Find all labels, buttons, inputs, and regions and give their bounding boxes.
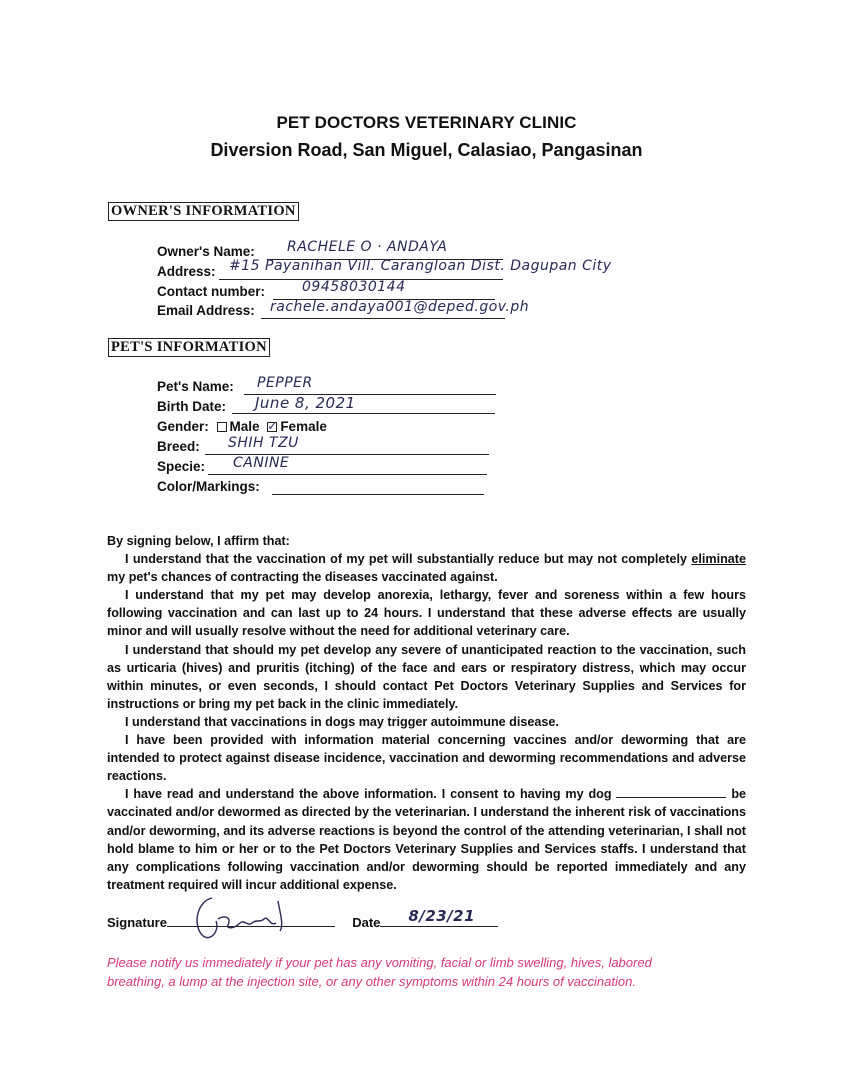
email-line [261,318,505,319]
breed-field [157,438,200,456]
notice-text: Please notify us immediately if your pet has any vomiting, facial or limb swelling, hives, labored breathing, a lump at the injection site, or any other symptoms within 24 hours of vaccination. [107,955,652,989]
contact-label: Contact number: [157,284,265,299]
pet-name-field [157,378,234,396]
affirmation-paragraph-1: I understand that the vaccination of my pet will substantially reduce but may not completely eliminate my pet's chances of contracting the diseases vaccinated against. [107,552,746,585]
specie-label: Specie: [157,459,206,474]
clinic-address: Diversion Road, San Miguel, Calasiao, Pangasinan [210,140,643,160]
pet-name-value: PEPPER [257,375,313,391]
owner-section-title: OWNER'S INFORMATION [108,202,299,221]
breed-label: Breed: [157,439,200,454]
pet-section-title: PET'S INFORMATION [108,338,270,357]
breed-value: SHIH TZU [228,435,299,451]
address-label: Address: [157,264,216,279]
female-label: Female [280,419,327,434]
affirmation-paragraph-4: I understand that vaccinations in dogs may trigger autoimmune disease. [125,714,559,729]
owner-name-label: Owner's Name: [157,244,255,259]
birth-date-label: Birth Date: [157,399,227,414]
date-value: 8/23/21 [408,907,476,925]
check-mark-icon: ✓ [267,419,278,433]
owner-name-value: RACHELE O · ANDAYA [287,239,448,255]
date-label: Date [352,915,381,930]
birth-date-field [157,398,226,416]
address-field [157,263,216,281]
signature-label: Signature [107,915,167,930]
affirmation-paragraph-6: I have read and understand the above information. I consent to having my dog be vaccinated and/or dewormed as directed by the veterinarian. I understand the inherent risk of vaccinations and/or deworming, and its adverse reactions is beyond the control of the attending veterinarian, I shall not hold blame to him or her or to the Pet Doctors Veterinary Supplies and Services staffs. I understand that any complications following vaccination and/or deworming should be reported immediately and any treatment required will incur additional expense. [107,787,747,892]
male-label: Male [229,419,260,434]
dog-name-blank[interactable] [616,786,726,798]
contact-field [157,283,265,301]
contact-value: 09458030144 [302,279,406,295]
address-value: #15 Payanihan Vill. Carangloan Dist. Dagupan City [229,258,612,274]
gender-field [157,418,327,436]
specie-line [208,474,487,475]
color-line [272,494,484,495]
signature-drawing [190,893,300,948]
specie-value: CANINE [233,455,290,471]
date-line[interactable] [380,907,498,927]
affirmation-intro: By signing below, I affirm that: [107,534,290,548]
specie-field [157,458,205,476]
pet-name-label: Pet's Name: [157,379,234,394]
affirmation-text [107,532,746,894]
birth-date-line [232,413,495,414]
signature-row [107,907,498,930]
female-checkbox[interactable] [267,419,278,433]
affirmation-paragraph-3: I understand that should my pet develop any severe of unanticipated reaction to the vaccination, such as urticaria (hives) and pruritis (itching) of the face and ears or respiratory distress, which may occur within minutes, or even seconds, I should contact Pet Doctors Veterinary Supplies and Services for instructions or bring my pet back in the clinic immediately. [107,642,746,711]
birth-date-value: June 8, 2021 [255,394,356,412]
email-field [157,302,255,320]
gender-label: Gender: [157,419,209,434]
email-value: rachele.andaya001@deped.gov.ph [270,299,530,315]
clinic-name: PET DOCTORS VETERINARY CLINIC [276,113,577,132]
color-field [157,478,260,496]
affirmation-paragraph-2: I understand that my pet may develop anorexia, lethargy, fever and soreness within a few hours following vaccination and can last up to 24 hours. I understand that these adverse effects are usually minor and will usually resolve without the need for additional veterinary care. [107,588,746,639]
male-checkbox[interactable] [217,422,227,432]
affirmation-paragraph-5: I have been provided with information material concerning vaccines and/or deworming that are intended to protect against disease incidence, vaccination and deworming recommendations and adverse reactions. [107,733,746,784]
color-label: Color/Markings: [157,479,260,494]
email-label: Email Address: [157,303,255,318]
